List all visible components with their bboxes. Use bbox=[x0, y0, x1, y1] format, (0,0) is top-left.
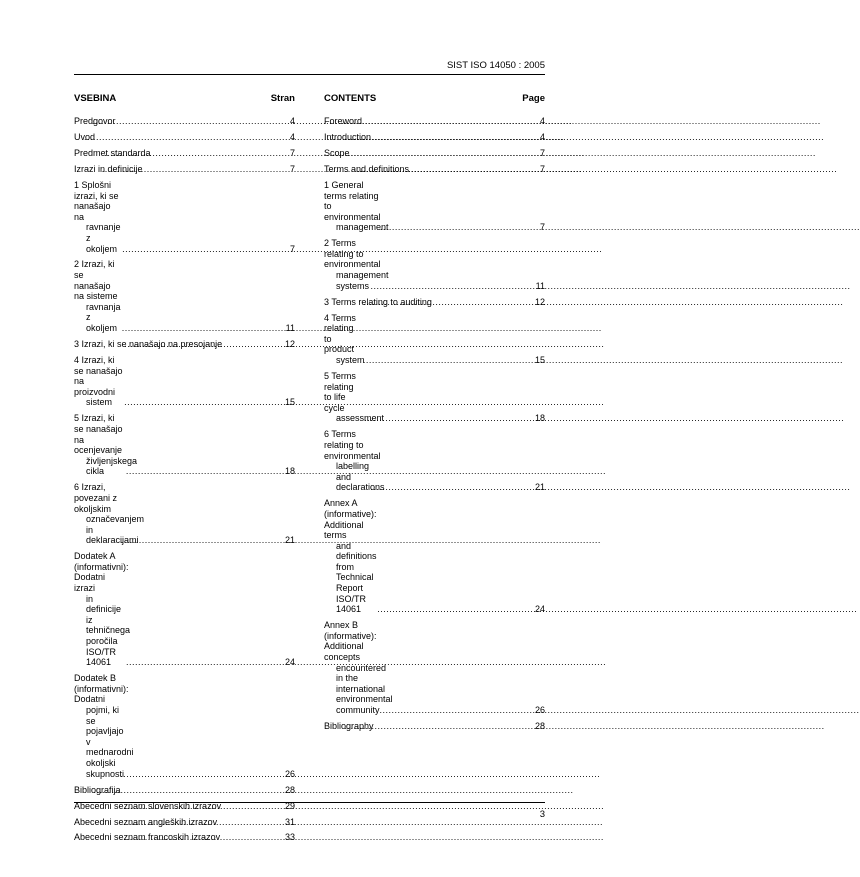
toc-entry[interactable] bbox=[324, 164, 545, 175]
header-rule bbox=[74, 74, 545, 75]
toc-entry-title bbox=[74, 180, 121, 254]
toc-entry[interactable] bbox=[324, 371, 545, 424]
toc-entry-page: 7 bbox=[539, 147, 545, 158]
toc-entry-line: Abecedni seznam slovenskih izrazov bbox=[74, 800, 222, 811]
toc-entry-page: 21 bbox=[534, 482, 545, 493]
toc-entry-title bbox=[74, 482, 145, 546]
toc-entry-line: 2 Terms relating to environmental bbox=[324, 238, 381, 270]
toc-entry[interactable] bbox=[324, 148, 545, 159]
toc-entry-page: 11 bbox=[535, 280, 545, 291]
toc-entry-line: 1 General terms relating to environmental bbox=[324, 179, 381, 222]
toc-entry-page: 26 bbox=[534, 704, 545, 715]
toc-entry-line: Annex A (informative): Additional terms bbox=[324, 498, 377, 541]
toc-entry-title bbox=[74, 339, 223, 350]
toc-slovenian bbox=[74, 94, 295, 848]
toc-heading-en: CONTENTS bbox=[324, 93, 377, 104]
toc-entry-line: management systems bbox=[336, 270, 389, 291]
dot-leader bbox=[122, 244, 289, 255]
toc-entry-line: Bibliografija bbox=[74, 784, 121, 795]
toc-entry-page: 4 bbox=[539, 116, 545, 126]
toc-entry-title bbox=[324, 498, 376, 615]
toc-entry[interactable] bbox=[74, 413, 295, 477]
dot-leader bbox=[84, 132, 289, 143]
toc-entry[interactable] bbox=[74, 116, 295, 127]
toc-entry[interactable] bbox=[324, 620, 545, 715]
toc-entry-line: ISO/TR 14061 bbox=[336, 593, 367, 615]
toc-entry-title bbox=[74, 163, 143, 175]
dot-leader bbox=[363, 355, 534, 366]
toc-entry-line: Uvod bbox=[74, 131, 96, 142]
toc-entry[interactable] bbox=[74, 832, 295, 843]
toc-entry-page: 12 bbox=[284, 339, 295, 350]
dot-leader bbox=[344, 132, 539, 143]
dot-leader bbox=[126, 466, 284, 477]
toc-entry-page: 15 bbox=[534, 355, 545, 366]
toc-entry[interactable] bbox=[74, 259, 295, 333]
toc-entry[interactable] bbox=[324, 297, 545, 308]
dot-leader bbox=[377, 604, 534, 615]
toc-entry-line: labelling and declarations bbox=[336, 461, 385, 493]
toc-entry-title bbox=[74, 784, 121, 796]
toc-entry-page: 15 bbox=[284, 397, 295, 408]
toc-entry-page: 24 bbox=[534, 604, 545, 615]
toc-entry-line: 3 Terms relating to auditing bbox=[324, 296, 432, 307]
toc-entry-line: 1 Splošni izrazi, ki se nanašajo na bbox=[74, 179, 119, 222]
toc-entry-title bbox=[324, 429, 385, 493]
toc-entry-title bbox=[74, 551, 131, 668]
toc-entry-line: sistem bbox=[86, 397, 113, 408]
toc-entry-title bbox=[324, 116, 363, 127]
toc-entry[interactable] bbox=[74, 339, 295, 350]
toc-entry-page: 12 bbox=[534, 296, 545, 307]
toc-entry-line: ravnanje z okoljem bbox=[86, 222, 121, 254]
toc-entry-line: Dodatek B (informativni): Dodatni bbox=[74, 673, 129, 705]
dot-leader bbox=[102, 164, 289, 175]
dot-leader bbox=[357, 164, 539, 175]
toc-entry-line: 6 Terms relating to environmental bbox=[324, 429, 381, 461]
toc-entry-line: Annex B (informative): Additional concepts bbox=[324, 620, 377, 663]
dot-leader bbox=[104, 148, 289, 159]
toc-entry-title bbox=[74, 832, 221, 843]
toc-entry-title bbox=[74, 131, 96, 143]
toc-entry[interactable] bbox=[74, 673, 295, 779]
toc-entry-line: življenjskega cikla bbox=[86, 455, 138, 477]
toc-entry[interactable] bbox=[74, 164, 295, 175]
toc-entry-line: Izrazi in definicije bbox=[74, 163, 143, 174]
toc-entry-page: 21 bbox=[284, 535, 295, 546]
toc-entry-line: Abecedni seznam francoskih izrazov bbox=[74, 832, 221, 843]
toc-entry-title bbox=[324, 238, 389, 291]
toc-entry-title bbox=[324, 296, 432, 308]
toc-entry-line: assessment bbox=[336, 413, 385, 424]
toc-entry-line: encountered in the international bbox=[336, 662, 387, 694]
toc-entry[interactable] bbox=[74, 817, 295, 828]
toc-entry-line: Introduction bbox=[324, 131, 372, 142]
toc-entries-sl bbox=[74, 116, 295, 843]
footer-rule bbox=[74, 802, 545, 803]
toc-entry-page: 33 bbox=[284, 832, 295, 843]
toc-entry-page: 28 bbox=[284, 784, 295, 795]
toc-entry-line: ravnanja z okoljem bbox=[86, 301, 121, 334]
dot-leader bbox=[92, 116, 289, 127]
toc-page-label-sl: Stran bbox=[270, 93, 295, 104]
toc-entry[interactable] bbox=[324, 180, 545, 233]
toc-entries-en bbox=[324, 116, 545, 732]
page-number: 3 bbox=[539, 809, 545, 820]
dot-leader bbox=[124, 339, 284, 350]
dot-leader bbox=[345, 721, 534, 732]
toc-entry-line: 5 Terms relating to life cycle bbox=[324, 371, 356, 413]
toc-entry-line: mednarodni okoljski skupnosti bbox=[86, 747, 134, 779]
dot-leader bbox=[370, 281, 534, 292]
toc-entry-title bbox=[324, 371, 385, 424]
toc-entry[interactable] bbox=[324, 721, 545, 732]
toc-entry-line: Dodatek A (informativni): Dodatni izrazi bbox=[74, 551, 129, 594]
dot-leader bbox=[121, 535, 284, 546]
toc-entry-line: 4 Terms relating to product bbox=[324, 312, 356, 355]
dot-leader bbox=[122, 323, 285, 334]
dot-leader bbox=[93, 785, 284, 796]
toc-entry-line: Scope bbox=[324, 147, 350, 158]
dot-leader bbox=[363, 297, 534, 308]
toc-entry-line: management bbox=[336, 222, 389, 233]
toc-entry-line: 4 Izrazi, ki se nanašajo na proizvodni bbox=[74, 355, 123, 397]
toc-english bbox=[324, 94, 545, 737]
dot-leader bbox=[123, 817, 284, 828]
toc-entry-line: in definicije iz tehničnega poročila bbox=[86, 593, 131, 647]
dot-leader bbox=[379, 705, 534, 716]
toc-entry[interactable] bbox=[324, 116, 545, 127]
toc-entry-page: 24 bbox=[284, 657, 295, 668]
dot-leader bbox=[336, 148, 539, 159]
toc-entry[interactable] bbox=[74, 785, 295, 796]
toc-entry-page: 7 bbox=[289, 163, 295, 174]
toc-entry-page: 18 bbox=[284, 466, 295, 477]
dot-leader bbox=[126, 657, 284, 668]
toc-entry-title bbox=[74, 259, 121, 333]
dot-leader bbox=[124, 397, 284, 408]
toc-entry-page: 11 bbox=[285, 323, 295, 334]
toc-entry-line: Foreword bbox=[324, 116, 363, 126]
toc-entry[interactable] bbox=[324, 313, 545, 366]
toc-entry-page: 7 bbox=[289, 147, 295, 158]
toc-entry-page: 4 bbox=[289, 131, 295, 142]
toc-page-label-en: Page bbox=[522, 93, 545, 104]
dot-leader bbox=[380, 222, 539, 233]
toc-entry-line: označevanjem in deklaracijami bbox=[86, 514, 145, 546]
toc-entry-line: Terms and definitions bbox=[324, 163, 410, 174]
toc-entry-page: 26 bbox=[284, 768, 295, 779]
toc-entry[interactable] bbox=[324, 238, 545, 291]
toc-entry-title bbox=[74, 673, 134, 779]
dot-leader bbox=[124, 832, 284, 843]
toc-entry-title bbox=[74, 147, 151, 159]
toc-header-sl bbox=[74, 94, 295, 106]
toc-heading-sl: VSEBINA bbox=[74, 93, 117, 104]
toc-entry-title bbox=[324, 620, 393, 715]
toc-entry-line: system bbox=[336, 355, 365, 366]
toc-entry[interactable] bbox=[74, 482, 295, 546]
toc-entry-line: pojmi, ki se pojavljajo v bbox=[86, 704, 124, 747]
toc-entry-line: Predgovor bbox=[74, 116, 116, 126]
toc-entry-page: 31 bbox=[284, 816, 295, 827]
toc-entry-page: 4 bbox=[539, 131, 545, 142]
toc-entry-page: 18 bbox=[534, 413, 545, 424]
toc-entry-line: 3 Izrazi, ki se nanašajo na presojanje bbox=[74, 339, 223, 350]
toc-entry-title bbox=[324, 147, 350, 159]
toc-entry-line: Predmet standarda bbox=[74, 147, 151, 158]
dot-leader bbox=[341, 116, 539, 127]
toc-entry-line: Abecedni seznam angleških izrazov bbox=[74, 816, 218, 827]
toc-entry-page: 28 bbox=[534, 720, 545, 731]
toc-entry-title bbox=[74, 413, 138, 477]
toc-entry[interactable] bbox=[74, 180, 295, 254]
document-id: SIST ISO 14050 : 2005 bbox=[446, 60, 545, 71]
toc-entry-title bbox=[74, 816, 218, 828]
toc-entry-page: 29 bbox=[284, 800, 295, 811]
toc-entry-page: 4 bbox=[289, 116, 295, 126]
toc-entry-page: 7 bbox=[289, 243, 295, 254]
dot-leader bbox=[120, 769, 284, 780]
toc-entry-title bbox=[324, 179, 389, 233]
toc-entry-page: 7 bbox=[539, 163, 545, 174]
toc-entry-line: 6 Izrazi, povezani z okoljskim bbox=[74, 482, 118, 514]
toc-header-en bbox=[324, 94, 545, 106]
toc-entry-title bbox=[74, 116, 116, 127]
toc-entry[interactable] bbox=[324, 429, 545, 493]
toc-entry-title bbox=[324, 720, 374, 732]
toc-entry[interactable] bbox=[74, 148, 295, 159]
toc-entry-title bbox=[324, 312, 365, 366]
toc-entry-line: 2 Izrazi, ki se nanašajo na sisteme bbox=[74, 259, 118, 302]
toc-entry-line: ISO/TR 14061 bbox=[86, 646, 117, 668]
toc-entry-title bbox=[324, 163, 410, 175]
toc-entry-title bbox=[74, 355, 123, 408]
toc-entry[interactable] bbox=[74, 132, 295, 143]
dot-leader bbox=[364, 413, 534, 424]
toc-entry-line: and definitions from Technical Report bbox=[336, 540, 377, 594]
toc-entry-line: Bibliography bbox=[324, 720, 374, 731]
toc-entry[interactable] bbox=[74, 551, 295, 668]
toc-entry[interactable] bbox=[324, 498, 545, 615]
toc-entry-line: 5 Izrazi, ki se nanašajo na ocenjevanje bbox=[74, 413, 123, 456]
toc-entry-line: environmental community bbox=[336, 694, 393, 715]
toc-entry-page: 7 bbox=[539, 222, 545, 233]
toc-entry-title bbox=[324, 131, 372, 143]
toc-entry[interactable] bbox=[324, 132, 545, 143]
dot-leader bbox=[370, 482, 534, 493]
toc-entry[interactable] bbox=[74, 355, 295, 408]
